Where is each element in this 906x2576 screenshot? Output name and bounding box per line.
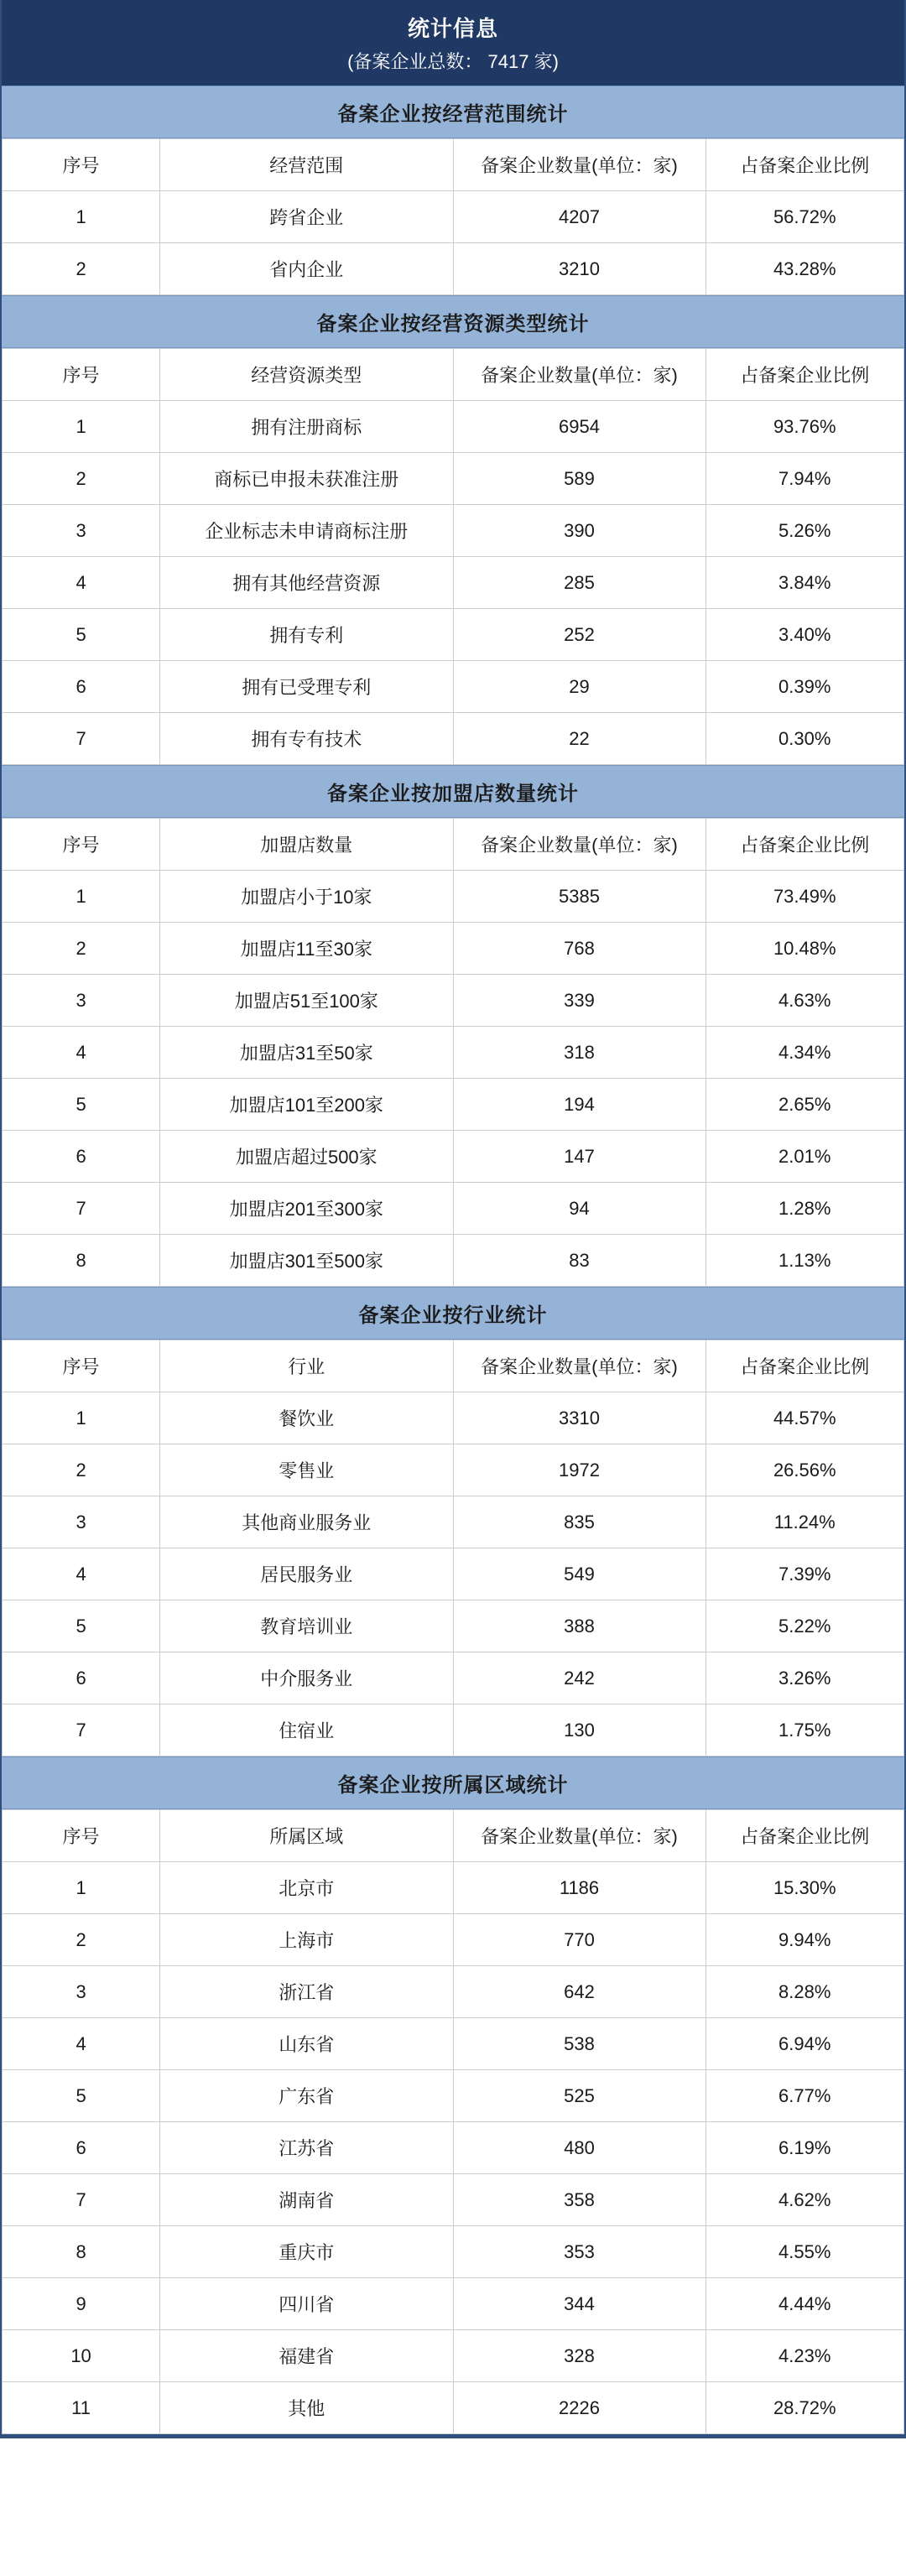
table-row bbox=[3, 2018, 904, 2070]
cell-name: 四川省 bbox=[160, 2278, 453, 2330]
column-header-index: 序号 bbox=[3, 1340, 160, 1392]
cell-count: 2226 bbox=[453, 2382, 706, 2434]
cell-index: 2 bbox=[3, 923, 160, 975]
cell-name: 中介服务业 bbox=[160, 1652, 453, 1704]
cell-percent: 3.26% bbox=[706, 1652, 904, 1704]
cell-count: 22 bbox=[453, 713, 706, 765]
cell-index: 7 bbox=[3, 1704, 160, 1756]
table-row bbox=[3, 609, 904, 661]
cell-name: 餐饮业 bbox=[160, 1392, 453, 1444]
column-header-name: 经营资源类型 bbox=[160, 349, 453, 401]
cell-percent: 15.30% bbox=[706, 1862, 904, 1914]
cell-index: 1 bbox=[3, 401, 160, 453]
cell-percent: 4.23% bbox=[706, 2330, 904, 2382]
cell-name: 教育培训业 bbox=[160, 1600, 453, 1652]
statistics-table bbox=[2, 138, 904, 295]
table-row bbox=[3, 713, 904, 765]
column-header-count: 备案企业数量(单位：家) bbox=[453, 1810, 706, 1862]
cell-percent: 9.94% bbox=[706, 1914, 904, 1966]
cell-count: 525 bbox=[453, 2070, 706, 2122]
cell-count: 4207 bbox=[453, 191, 706, 243]
column-header-percent: 占备案企业比例 bbox=[706, 139, 904, 191]
cell-index: 7 bbox=[3, 1183, 160, 1235]
table-row bbox=[3, 1704, 904, 1756]
cell-index: 10 bbox=[3, 2330, 160, 2382]
statistics-table bbox=[2, 1809, 904, 2434]
column-header-index: 序号 bbox=[3, 819, 160, 871]
table-row bbox=[3, 557, 904, 609]
cell-name: 上海市 bbox=[160, 1914, 453, 1966]
cell-percent: 10.48% bbox=[706, 923, 904, 975]
statistics-section bbox=[2, 1287, 904, 1756]
cell-index: 5 bbox=[3, 2070, 160, 2122]
cell-count: 29 bbox=[453, 661, 706, 713]
cell-index: 11 bbox=[3, 2382, 160, 2434]
cell-count: 835 bbox=[453, 1496, 706, 1548]
cell-count: 1972 bbox=[453, 1444, 706, 1496]
table-row bbox=[3, 1862, 904, 1914]
cell-percent: 7.39% bbox=[706, 1548, 904, 1600]
cell-index: 2 bbox=[3, 1444, 160, 1496]
cell-name: 加盟店11至30家 bbox=[160, 923, 453, 975]
cell-name: 拥有已受理专利 bbox=[160, 661, 453, 713]
cell-name: 加盟店小于10家 bbox=[160, 871, 453, 923]
table-row bbox=[3, 1183, 904, 1235]
cell-name: 加盟店超过500家 bbox=[160, 1131, 453, 1183]
table-row bbox=[3, 1079, 904, 1131]
column-header-count: 备案企业数量(单位：家) bbox=[453, 139, 706, 191]
table-row bbox=[3, 871, 904, 923]
cell-name: 湖南省 bbox=[160, 2174, 453, 2226]
page-title: 统计信息 bbox=[2, 0, 904, 48]
cell-percent: 2.01% bbox=[706, 1131, 904, 1183]
cell-percent: 4.62% bbox=[706, 2174, 904, 2226]
cell-percent: 0.30% bbox=[706, 713, 904, 765]
table-row bbox=[3, 453, 904, 505]
cell-count: 538 bbox=[453, 2018, 706, 2070]
cell-name: 零售业 bbox=[160, 1444, 453, 1496]
cell-count: 642 bbox=[453, 1966, 706, 2018]
cell-percent: 28.72% bbox=[706, 2382, 904, 2434]
cell-count: 770 bbox=[453, 1914, 706, 1966]
cell-count: 390 bbox=[453, 505, 706, 557]
cell-index: 6 bbox=[3, 1652, 160, 1704]
cell-percent: 7.94% bbox=[706, 453, 904, 505]
cell-percent: 3.84% bbox=[706, 557, 904, 609]
cell-count: 318 bbox=[453, 1027, 706, 1079]
cell-index: 1 bbox=[3, 1862, 160, 1914]
cell-count: 3310 bbox=[453, 1392, 706, 1444]
column-header-index: 序号 bbox=[3, 139, 160, 191]
cell-count: 339 bbox=[453, 975, 706, 1027]
cell-percent: 4.34% bbox=[706, 1027, 904, 1079]
cell-index: 4 bbox=[3, 1027, 160, 1079]
cell-index: 6 bbox=[3, 661, 160, 713]
cell-percent: 73.49% bbox=[706, 871, 904, 923]
cell-name: 重庆市 bbox=[160, 2226, 453, 2278]
cell-percent: 1.13% bbox=[706, 1235, 904, 1287]
statistics-section bbox=[2, 86, 904, 295]
cell-index: 3 bbox=[3, 505, 160, 557]
cell-name: 加盟店31至50家 bbox=[160, 1027, 453, 1079]
cell-percent: 6.19% bbox=[706, 2122, 904, 2174]
statistics-table bbox=[2, 1340, 904, 1756]
table-row bbox=[3, 1600, 904, 1652]
cell-name: 拥有专利 bbox=[160, 609, 453, 661]
table-row bbox=[3, 1496, 904, 1548]
cell-percent: 6.94% bbox=[706, 2018, 904, 2070]
page-subtitle: (备案企业总数： 7417 家) bbox=[2, 48, 904, 86]
cell-percent: 2.65% bbox=[706, 1079, 904, 1131]
table-row bbox=[3, 1392, 904, 1444]
cell-percent: 4.44% bbox=[706, 2278, 904, 2330]
cell-percent: 93.76% bbox=[706, 401, 904, 453]
sections-container bbox=[2, 86, 904, 2434]
cell-count: 344 bbox=[453, 2278, 706, 2330]
cell-count: 328 bbox=[453, 2330, 706, 2382]
table-row bbox=[3, 923, 904, 975]
cell-name: 拥有注册商标 bbox=[160, 401, 453, 453]
cell-name: 加盟店101至200家 bbox=[160, 1079, 453, 1131]
bottom-rule bbox=[2, 2434, 904, 2437]
cell-name: 居民服务业 bbox=[160, 1548, 453, 1600]
cell-index: 5 bbox=[3, 1600, 160, 1652]
cell-name: 加盟店201至300家 bbox=[160, 1183, 453, 1235]
cell-percent: 4.63% bbox=[706, 975, 904, 1027]
cell-index: 9 bbox=[3, 2278, 160, 2330]
table-row bbox=[3, 2070, 904, 2122]
cell-name: 加盟店51至100家 bbox=[160, 975, 453, 1027]
cell-index: 4 bbox=[3, 2018, 160, 2070]
cell-name: 广东省 bbox=[160, 2070, 453, 2122]
table-row bbox=[3, 2122, 904, 2174]
table-header-row bbox=[3, 1340, 904, 1392]
cell-index: 1 bbox=[3, 191, 160, 243]
cell-count: 1186 bbox=[453, 1862, 706, 1914]
table-row bbox=[3, 1027, 904, 1079]
cell-name: 拥有其他经营资源 bbox=[160, 557, 453, 609]
table-row bbox=[3, 1444, 904, 1496]
cell-count: 5385 bbox=[453, 871, 706, 923]
column-header-index: 序号 bbox=[3, 1810, 160, 1862]
cell-percent: 3.40% bbox=[706, 609, 904, 661]
cell-index: 7 bbox=[3, 2174, 160, 2226]
cell-percent: 8.28% bbox=[706, 1966, 904, 2018]
table-row bbox=[3, 243, 904, 295]
table-row bbox=[3, 2226, 904, 2278]
cell-count: 6954 bbox=[453, 401, 706, 453]
cell-name: 山东省 bbox=[160, 2018, 453, 2070]
table-row bbox=[3, 401, 904, 453]
table-row bbox=[3, 1966, 904, 2018]
cell-index: 3 bbox=[3, 1496, 160, 1548]
cell-percent: 56.72% bbox=[706, 191, 904, 243]
cell-index: 4 bbox=[3, 557, 160, 609]
cell-percent: 44.57% bbox=[706, 1392, 904, 1444]
cell-name: 住宿业 bbox=[160, 1704, 453, 1756]
column-header-name: 经营范围 bbox=[160, 139, 453, 191]
statistics-section bbox=[2, 1756, 904, 2434]
statistics-table bbox=[2, 818, 904, 1287]
table-row bbox=[3, 2330, 904, 2382]
statistics-section bbox=[2, 295, 904, 765]
cell-name: 跨省企业 bbox=[160, 191, 453, 243]
statistics-table bbox=[2, 348, 904, 765]
cell-percent: 26.56% bbox=[706, 1444, 904, 1496]
cell-index: 6 bbox=[3, 1131, 160, 1183]
cell-count: 147 bbox=[453, 1131, 706, 1183]
column-header-percent: 占备案企业比例 bbox=[706, 349, 904, 401]
cell-index: 2 bbox=[3, 453, 160, 505]
cell-index: 7 bbox=[3, 713, 160, 765]
cell-count: 242 bbox=[453, 1652, 706, 1704]
cell-index: 3 bbox=[3, 975, 160, 1027]
column-header-name: 加盟店数量 bbox=[160, 819, 453, 871]
cell-count: 252 bbox=[453, 609, 706, 661]
cell-count: 94 bbox=[453, 1183, 706, 1235]
table-row bbox=[3, 2174, 904, 2226]
cell-count: 353 bbox=[453, 2226, 706, 2278]
cell-name: 省内企业 bbox=[160, 243, 453, 295]
cell-index: 4 bbox=[3, 1548, 160, 1600]
cell-index: 1 bbox=[3, 871, 160, 923]
cell-name: 其他商业服务业 bbox=[160, 1496, 453, 1548]
table-header-row bbox=[3, 819, 904, 871]
cell-name: 拥有专有技术 bbox=[160, 713, 453, 765]
table-header-row bbox=[3, 349, 904, 401]
cell-name: 其他 bbox=[160, 2382, 453, 2434]
cell-count: 194 bbox=[453, 1079, 706, 1131]
cell-count: 130 bbox=[453, 1704, 706, 1756]
cell-index: 8 bbox=[3, 1235, 160, 1287]
column-header-count: 备案企业数量(单位：家) bbox=[453, 1340, 706, 1392]
cell-index: 3 bbox=[3, 1966, 160, 2018]
cell-count: 3210 bbox=[453, 243, 706, 295]
table-row bbox=[3, 2382, 904, 2434]
cell-percent: 11.24% bbox=[706, 1496, 904, 1548]
cell-name: 企业标志未申请商标注册 bbox=[160, 505, 453, 557]
section-title: 备案企业按加盟店数量统计 bbox=[2, 765, 904, 818]
cell-name: 浙江省 bbox=[160, 1966, 453, 2018]
table-row bbox=[3, 2278, 904, 2330]
column-header-count: 备案企业数量(单位：家) bbox=[453, 819, 706, 871]
cell-count: 388 bbox=[453, 1600, 706, 1652]
cell-percent: 5.22% bbox=[706, 1600, 904, 1652]
table-header-row bbox=[3, 139, 904, 191]
cell-index: 2 bbox=[3, 1914, 160, 1966]
column-header-percent: 占备案企业比例 bbox=[706, 819, 904, 871]
table-row bbox=[3, 1131, 904, 1183]
table-row bbox=[3, 1548, 904, 1600]
cell-count: 549 bbox=[453, 1548, 706, 1600]
column-header-percent: 占备案企业比例 bbox=[706, 1810, 904, 1862]
cell-name: 福建省 bbox=[160, 2330, 453, 2382]
table-header-row bbox=[3, 1810, 904, 1862]
table-row bbox=[3, 1914, 904, 1966]
section-title: 备案企业按所属区域统计 bbox=[2, 1756, 904, 1809]
cell-percent: 1.75% bbox=[706, 1704, 904, 1756]
column-header-count: 备案企业数量(单位：家) bbox=[453, 349, 706, 401]
cell-index: 1 bbox=[3, 1392, 160, 1444]
cell-name: 北京市 bbox=[160, 1862, 453, 1914]
cell-name: 江苏省 bbox=[160, 2122, 453, 2174]
cell-percent: 0.39% bbox=[706, 661, 904, 713]
table-row bbox=[3, 661, 904, 713]
cell-index: 5 bbox=[3, 1079, 160, 1131]
cell-name: 加盟店301至500家 bbox=[160, 1235, 453, 1287]
cell-percent: 1.28% bbox=[706, 1183, 904, 1235]
table-row bbox=[3, 1235, 904, 1287]
column-header-name: 所属区域 bbox=[160, 1810, 453, 1862]
table-row bbox=[3, 191, 904, 243]
section-title: 备案企业按行业统计 bbox=[2, 1287, 904, 1340]
cell-name: 商标已申报未获准注册 bbox=[160, 453, 453, 505]
cell-index: 6 bbox=[3, 2122, 160, 2174]
cell-count: 768 bbox=[453, 923, 706, 975]
table-row bbox=[3, 1652, 904, 1704]
cell-index: 2 bbox=[3, 243, 160, 295]
statistics-section bbox=[2, 765, 904, 1287]
cell-percent: 4.55% bbox=[706, 2226, 904, 2278]
cell-index: 8 bbox=[3, 2226, 160, 2278]
column-header-name: 行业 bbox=[160, 1340, 453, 1392]
cell-count: 358 bbox=[453, 2174, 706, 2226]
table-row bbox=[3, 975, 904, 1027]
column-header-percent: 占备案企业比例 bbox=[706, 1340, 904, 1392]
cell-index: 5 bbox=[3, 609, 160, 661]
section-title: 备案企业按经营范围统计 bbox=[2, 86, 904, 138]
cell-percent: 6.77% bbox=[706, 2070, 904, 2122]
column-header-index: 序号 bbox=[3, 349, 160, 401]
cell-count: 285 bbox=[453, 557, 706, 609]
cell-count: 83 bbox=[453, 1235, 706, 1287]
cell-count: 589 bbox=[453, 453, 706, 505]
section-title: 备案企业按经营资源类型统计 bbox=[2, 295, 904, 348]
cell-count: 480 bbox=[453, 2122, 706, 2174]
cell-percent: 43.28% bbox=[706, 243, 904, 295]
table-row bbox=[3, 505, 904, 557]
cell-percent: 5.26% bbox=[706, 505, 904, 557]
